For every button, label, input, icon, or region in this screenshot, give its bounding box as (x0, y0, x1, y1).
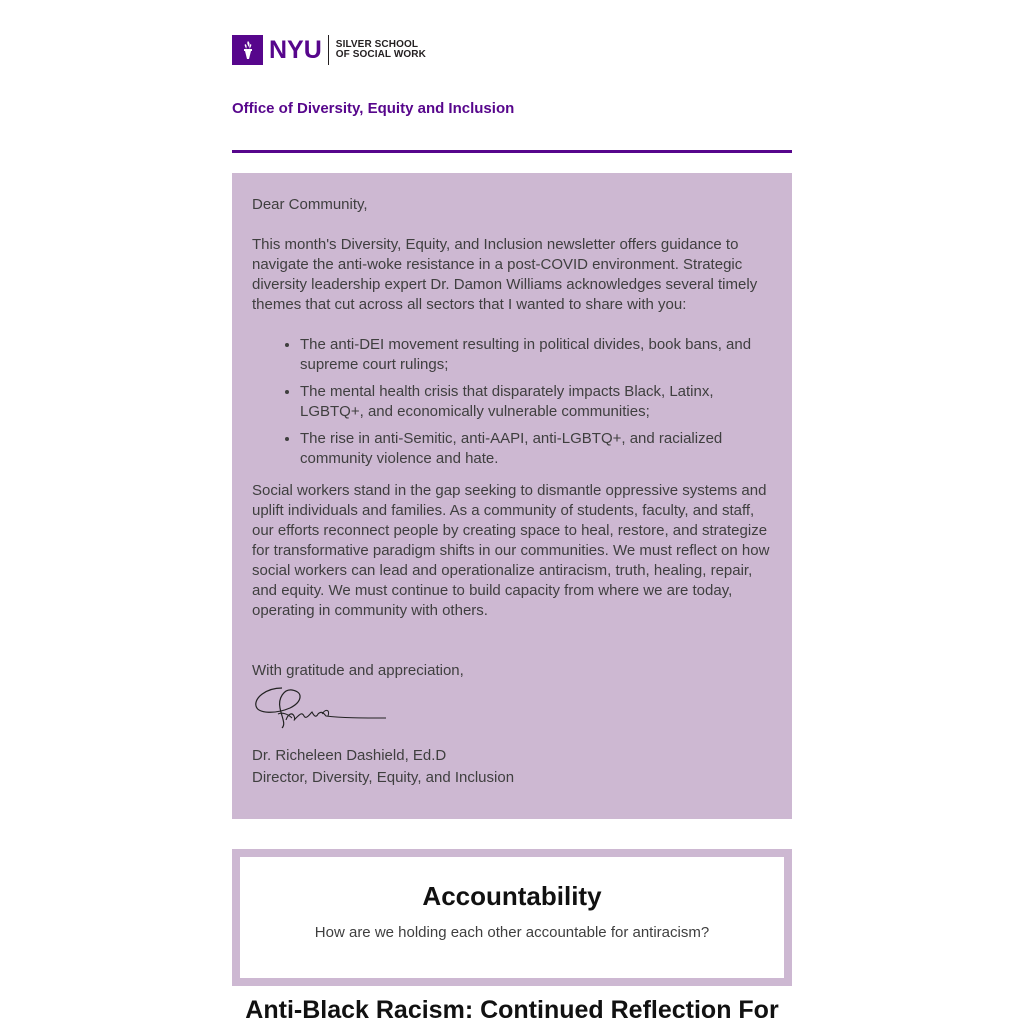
list-item: • The mental health crisis that disparately impacts Black, Latinx, LGBTQ+, and economically vulnerable communities; (300, 382, 772, 422)
logo-divider (328, 35, 329, 65)
section-heading: Anti-Black Racism: Continued Reflection For (245, 996, 779, 1024)
nyu-silver-logo[interactable] (232, 35, 426, 65)
letter-greeting: Dear Community, (252, 196, 368, 213)
list-item: • The anti-DEI movement resulting in political divides, book bans, and supreme court rulings; (300, 335, 772, 375)
school-name-line-1: SILVER SCHOOL (335, 39, 419, 50)
school-name-line-2: OF SOCIAL WORK (335, 49, 426, 60)
nyu-wordmark: NYU (269, 36, 322, 64)
accountability-panel (232, 849, 792, 986)
signer-title: Director, Diversity, Equity, and Inclusion (252, 769, 515, 786)
accountability-card (240, 857, 784, 978)
office-title: Office of Diversity, Equity and Inclusion (232, 100, 515, 117)
signer-name: Dr. Richeleen Dashield, Ed.D (252, 747, 447, 764)
letter-signoff: With gratitude and appreciation, (252, 662, 464, 679)
list-item: • The rise in anti-Semitic, anti-AAPI, anti-LGBTQ+, and racialized community violence and hate. (300, 429, 772, 469)
nyu-torch-icon (232, 35, 263, 65)
accountability-subtitle: How are we holding each other accountable for antiracism? (314, 924, 710, 941)
school-name (336, 40, 426, 60)
director-letter (232, 173, 792, 819)
letter-body: Social workers stand in the gap seeking to dismantle oppressive systems and uplift individuals and families. As a community of students, faculty, and staff, our efforts reconnect people by creating space to heal, restore, and strategize for transformative paradigm shifts in our communities. We must reflect on how social workers can lead and operationalize antiracism, truth, healing, repair, and equity. We must continue to build capacity from where we are today, operating in community with others. (252, 482, 770, 619)
accountability-title: Accountability (422, 881, 602, 911)
letter-intro: This month's Diversity, Equity, and Inclusion newsletter offers guidance to navigate the anti-woke resistance in a post-COVID environment. Strategic diversity leadership expert Dr. Damon Williams acknowledges several timely themes that cut across all sectors that I wanted to share with you: (252, 236, 758, 313)
signature-icon (252, 684, 392, 732)
header-divider (232, 150, 792, 153)
themes-list (252, 335, 772, 469)
